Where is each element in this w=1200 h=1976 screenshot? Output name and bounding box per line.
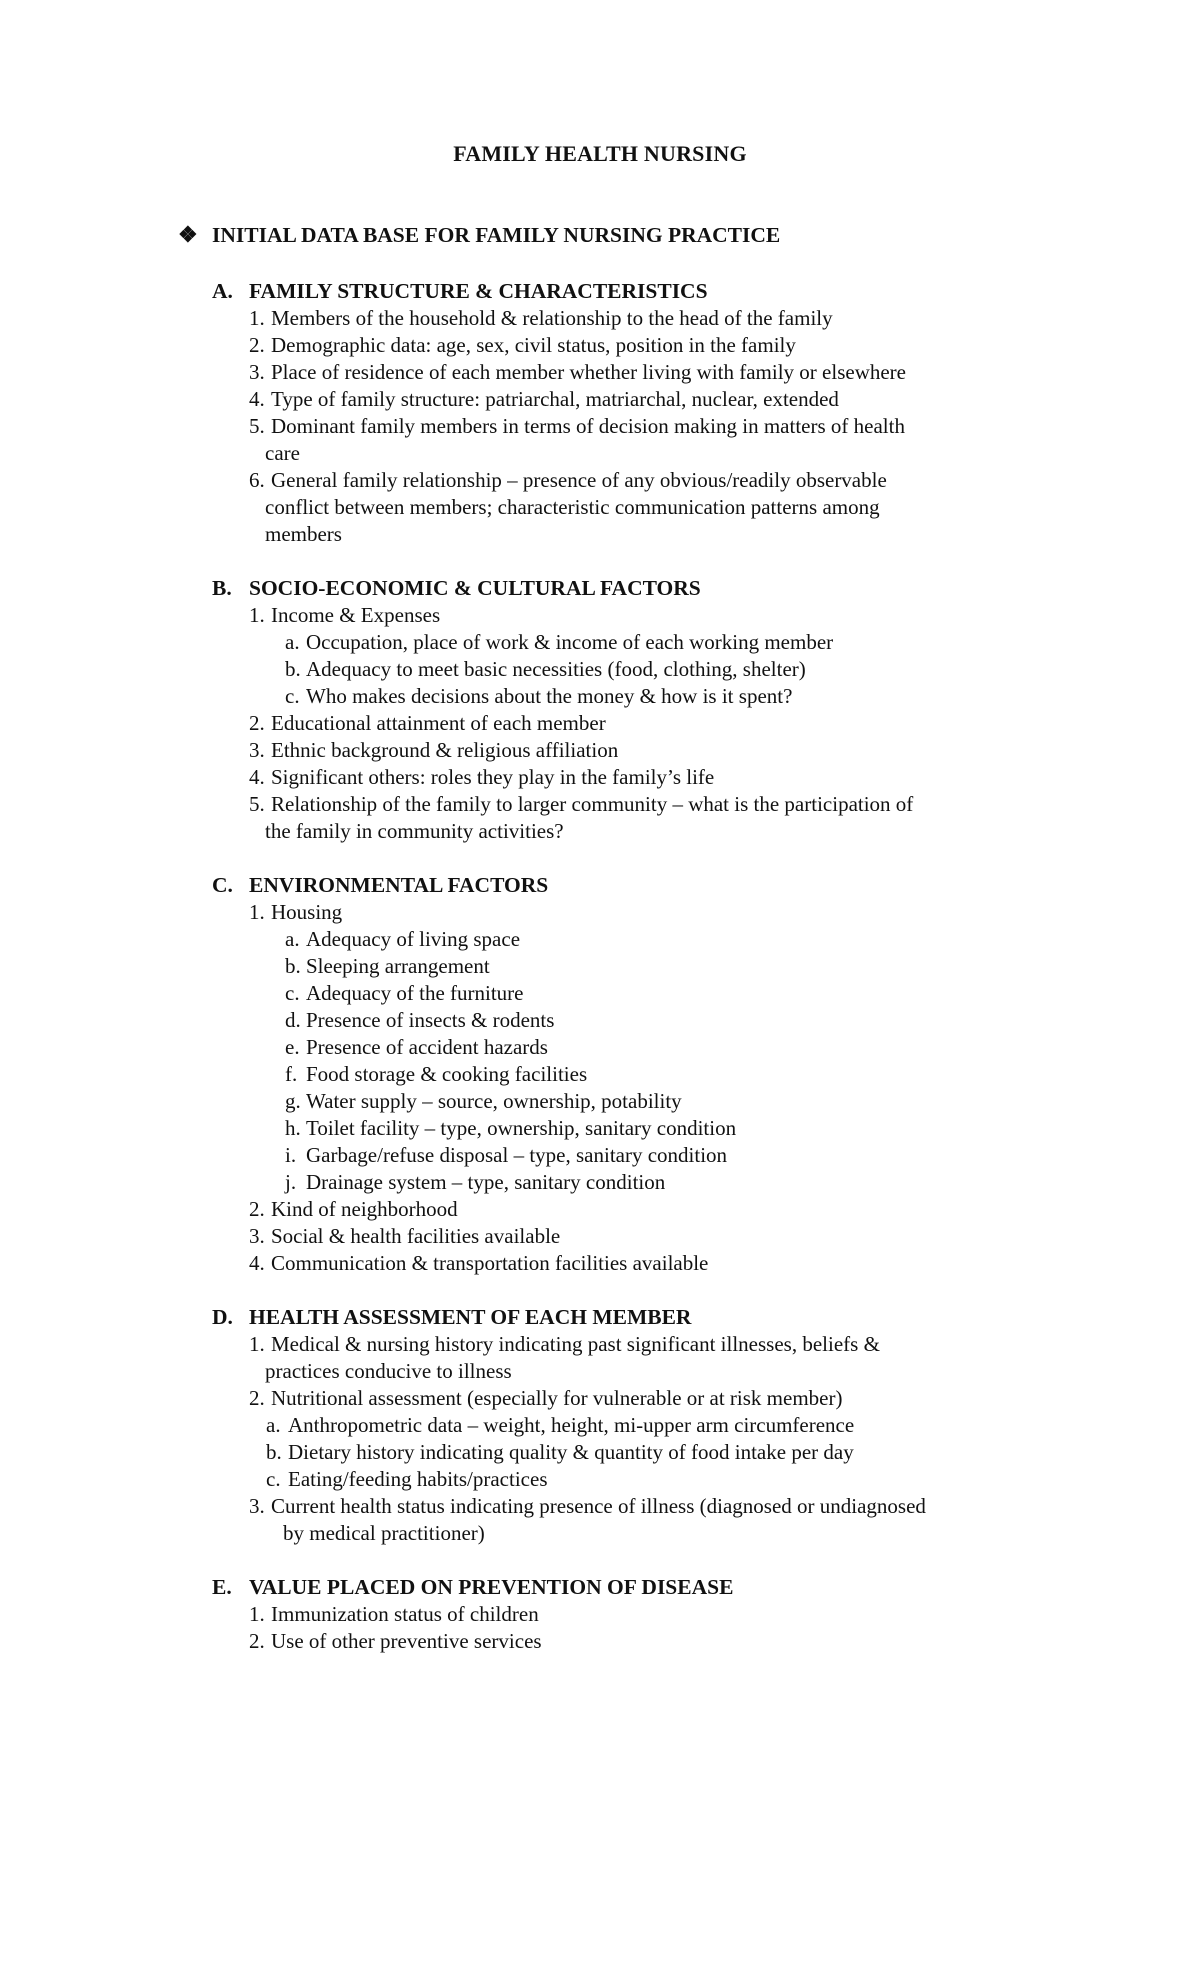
item-text: Current health status indicating presence of illness (diagnosed or undiagnosed <box>271 1494 926 1518</box>
sub-item-text: Occupation, place of work & income of each working member <box>306 630 834 654</box>
section-title: ENVIRONMENTAL FACTORS <box>249 873 549 897</box>
sub-item-text: Garbage/refuse disposal – type, sanitary condition <box>306 1143 728 1167</box>
item-text: Place of residence of each member whether living with family or elsewhere <box>271 360 906 384</box>
item-text: Relationship of the family to larger community – what is the participation of <box>271 792 914 816</box>
list-item <box>0 1196 1200 1223</box>
sub-item-letter: b. <box>285 954 301 978</box>
sub-item <box>0 656 1200 683</box>
item-text: Immunization status of children <box>271 1602 539 1626</box>
sub-item-text: Adequacy to meet basic necessities (food, clothing, shelter) <box>306 657 806 681</box>
sub-item-text: Dietary history indicating quality & quantity of food intake per day <box>288 1440 854 1464</box>
sub-item <box>0 1169 1200 1196</box>
document-title: FAMILY HEALTH NURSING <box>453 141 747 166</box>
item-number: 3. <box>249 1224 265 1248</box>
item-text: Social & health facilities available <box>271 1224 561 1248</box>
sub-item-text: Eating/feeding habits/practices <box>288 1467 548 1491</box>
section-heading <box>0 872 1200 899</box>
sub-item <box>0 1439 1200 1466</box>
database-heading-text: INITIAL DATA BASE FOR FAMILY NURSING PRACTICE <box>212 223 781 247</box>
list-item <box>0 899 1200 926</box>
sub-item <box>0 1142 1200 1169</box>
sub-item-letter: c. <box>266 1467 281 1491</box>
section-heading <box>0 1304 1200 1331</box>
section-heading <box>0 1574 1200 1601</box>
list-item <box>0 1493 1200 1547</box>
item-number: 5. <box>249 792 265 816</box>
list-item <box>0 791 1200 845</box>
sub-item <box>0 1466 1200 1493</box>
sub-item-letter: e. <box>285 1035 300 1059</box>
sub-item-letter: i. <box>285 1143 297 1167</box>
sections-list <box>0 278 1200 1682</box>
section-environmental <box>0 872 1200 1277</box>
item-text: Nutritional assessment (especially for vulnerable or at risk member) <box>271 1386 843 1410</box>
sub-item-text: Sleeping arrangement <box>306 954 490 978</box>
item-text: Ethnic background & religious affiliation <box>271 738 619 762</box>
item-text-continuation: care <box>265 441 300 465</box>
item-text-continuation: conflict between members; characteristic communication patterns among <box>265 495 880 519</box>
sub-item-text: Adequacy of living space <box>306 927 521 951</box>
item-text: General family relationship – presence of any obvious/readily observable <box>271 468 887 492</box>
item-number: 2. <box>249 1197 265 1221</box>
sub-item-letter: a. <box>285 927 300 951</box>
section-title: FAMILY STRUCTURE & CHARACTERISTICS <box>249 279 708 303</box>
sub-item <box>0 683 1200 710</box>
item-number: 3. <box>249 360 265 384</box>
sub-item-text: Anthropometric data – weight, height, mi-upper arm circumference <box>288 1413 855 1437</box>
item-text: Use of other preventive services <box>271 1629 542 1653</box>
sub-item-text: Toilet facility – type, ownership, sanitary condition <box>306 1116 737 1140</box>
sub-item-letter: c. <box>285 684 300 708</box>
sub-item-text: Food storage & cooking facilities <box>306 1062 588 1086</box>
sub-item <box>0 1412 1200 1439</box>
section-heading <box>0 278 1200 305</box>
section-letter: A. <box>212 279 233 303</box>
item-number: 3. <box>249 738 265 762</box>
item-number: 1. <box>249 900 265 924</box>
sub-item <box>0 1115 1200 1142</box>
diamond-bullet-icon: ❖ <box>178 222 198 247</box>
item-text-continuation: the family in community activities? <box>265 819 564 843</box>
sub-item-text: Presence of accident hazards <box>306 1035 548 1059</box>
section-health-assessment <box>0 1304 1200 1547</box>
sub-item-letter: c. <box>285 981 300 1005</box>
sub-item-text: Adequacy of the furniture <box>306 981 524 1005</box>
item-number: 1. <box>249 1332 265 1356</box>
database-heading <box>178 222 780 248</box>
item-number: 4. <box>249 1251 265 1275</box>
item-text: Educational attainment of each member <box>271 711 606 735</box>
sub-item-letter: d. <box>285 1008 301 1032</box>
section-title: HEALTH ASSESSMENT OF EACH MEMBER <box>249 1305 692 1329</box>
list-item <box>0 602 1200 629</box>
item-number: 3. <box>249 1494 265 1518</box>
sub-item <box>0 1061 1200 1088</box>
list-item <box>0 413 1200 467</box>
item-number: 2. <box>249 1629 265 1653</box>
sub-item-letter: b. <box>266 1440 282 1464</box>
item-number: 1. <box>249 603 265 627</box>
section-prevention <box>0 1574 1200 1655</box>
list-item <box>0 467 1200 548</box>
sub-item-letter: f. <box>285 1062 298 1086</box>
sub-item <box>0 926 1200 953</box>
item-text: Income & Expenses <box>271 603 441 627</box>
item-text: Significant others: roles they play in the family’s life <box>271 765 715 789</box>
sub-item-letter: b. <box>285 657 301 681</box>
sub-item <box>0 980 1200 1007</box>
item-number: 5. <box>249 414 265 438</box>
list-item <box>0 737 1200 764</box>
item-text: Dominant family members in terms of decision making in matters of health <box>271 414 905 438</box>
sub-item <box>0 629 1200 656</box>
item-text: Members of the household & relationship to the head of the family <box>271 306 833 330</box>
list-item <box>0 1628 1200 1655</box>
section-letter: B. <box>212 576 232 600</box>
sub-item <box>0 1034 1200 1061</box>
sub-item <box>0 1007 1200 1034</box>
item-number: 1. <box>249 1602 265 1626</box>
list-item <box>0 1250 1200 1277</box>
sub-item-text: Who makes decisions about the money & how is it spent? <box>306 684 793 708</box>
sub-item-letter: a. <box>266 1413 281 1437</box>
item-text: Type of family structure: patriarchal, matriarchal, nuclear, extended <box>271 387 839 411</box>
item-text: Medical & nursing history indicating past significant illnesses, beliefs & <box>271 1332 880 1356</box>
section-title: VALUE PLACED ON PREVENTION OF DISEASE <box>249 1575 734 1599</box>
sub-item-letter: a. <box>285 630 300 654</box>
sub-item-text: Presence of insects & rodents <box>306 1008 555 1032</box>
section-letter: C. <box>212 873 233 897</box>
list-item <box>0 305 1200 332</box>
sub-item-text: Drainage system – type, sanitary condition <box>306 1170 666 1194</box>
list-item <box>0 710 1200 737</box>
item-text-continuation: practices conducive to illness <box>265 1359 512 1383</box>
list-item <box>0 1223 1200 1250</box>
sub-item-letter: g. <box>285 1089 301 1113</box>
sub-item <box>0 953 1200 980</box>
item-number: 2. <box>249 333 265 357</box>
item-text: Demographic data: age, sex, civil status, position in the family <box>271 333 796 357</box>
section-letter: D. <box>212 1305 233 1329</box>
item-number: 1. <box>249 306 265 330</box>
section-letter: E. <box>212 1575 232 1599</box>
item-number: 6. <box>249 468 265 492</box>
section-family-structure <box>0 278 1200 548</box>
item-number: 4. <box>249 387 265 411</box>
item-number: 2. <box>249 1386 265 1410</box>
item-text: Communication & transportation facilities available <box>271 1251 709 1275</box>
sub-item-letter: h. <box>285 1116 301 1140</box>
list-item <box>0 332 1200 359</box>
section-heading <box>0 575 1200 602</box>
item-number: 2. <box>249 711 265 735</box>
item-number: 4. <box>249 765 265 789</box>
list-item <box>0 1601 1200 1628</box>
sub-item-text: Water supply – source, ownership, potability <box>306 1089 682 1113</box>
list-item <box>0 359 1200 386</box>
section-title: SOCIO-ECONOMIC & CULTURAL FACTORS <box>249 576 701 600</box>
sub-item <box>0 1088 1200 1115</box>
section-socio-economic <box>0 575 1200 845</box>
item-text-continuation: by medical practitioner) <box>283 1521 485 1545</box>
list-item <box>0 1331 1200 1385</box>
list-item <box>0 1385 1200 1412</box>
item-text-continuation: members <box>265 522 342 546</box>
list-item <box>0 386 1200 413</box>
list-item <box>0 764 1200 791</box>
item-text: Housing <box>271 900 343 924</box>
item-text: Kind of neighborhood <box>271 1197 458 1221</box>
sub-item-letter: j. <box>285 1170 297 1194</box>
